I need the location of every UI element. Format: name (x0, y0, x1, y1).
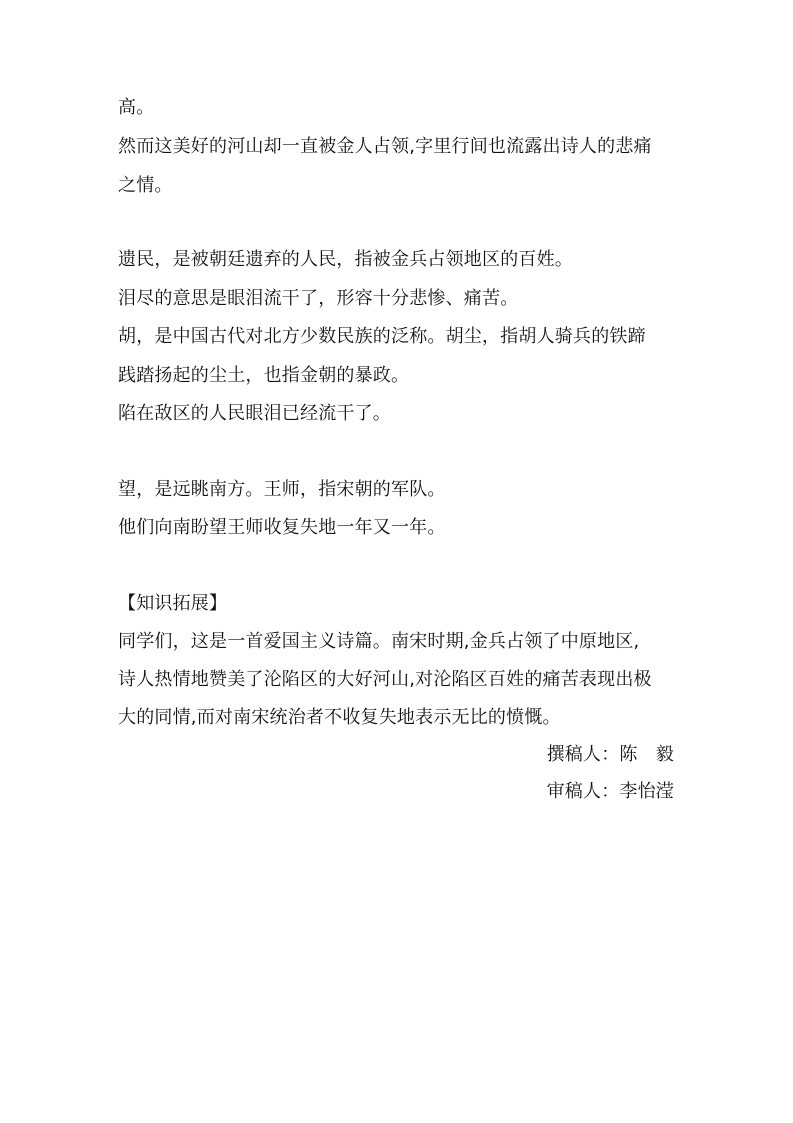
text-line: 遗民，是被朝廷遗弃的人民，指被金兵占领地区的百姓。 (118, 249, 573, 270)
text-line: 高。 (118, 97, 155, 118)
text-line: 望，是远眺南方。王师，指宋朝的军队。 (118, 479, 446, 500)
text-line: 他们向南盼望王师收复失地一年又一年。 (118, 517, 446, 538)
text-line: 胡，是中国古代对北方少数民族的泛称。胡尘，指胡人骑兵的铁蹄 (118, 326, 646, 347)
text-line: 陷在敌区的人民眼泪已经流干了。 (118, 403, 391, 424)
text-line: 之情。 (118, 175, 173, 196)
document-page (118, 0, 674, 1123)
reviewer-credit: 审稿人：李怡滢 (546, 781, 674, 802)
text-line: 大的同情,而对南宋统治者不收复失地表示无比的愤慨。 (118, 707, 561, 728)
text-line: 然而这美好的河山却一直被金人占领,字里行间也流露出诗人的悲痛 (118, 136, 652, 157)
author-credit: 撰稿人：陈 毅 (546, 744, 674, 765)
text-line: 诗人热情地赞美了沦陷区的大好河山,对沦陷区百姓的痛苦表现出极 (118, 669, 652, 690)
text-line: 践踏扬起的尘土，也指金朝的暴政。 (118, 365, 410, 386)
text-line: 泪尽的意思是眼泪流干了，形容十分悲惨、痛苦。 (118, 288, 519, 309)
section-heading: 【知识拓展】 (118, 593, 228, 614)
text-line: 同学们，这是一首爱国主义诗篇。南宋时期,金兵占领了中原地区, (118, 631, 640, 652)
